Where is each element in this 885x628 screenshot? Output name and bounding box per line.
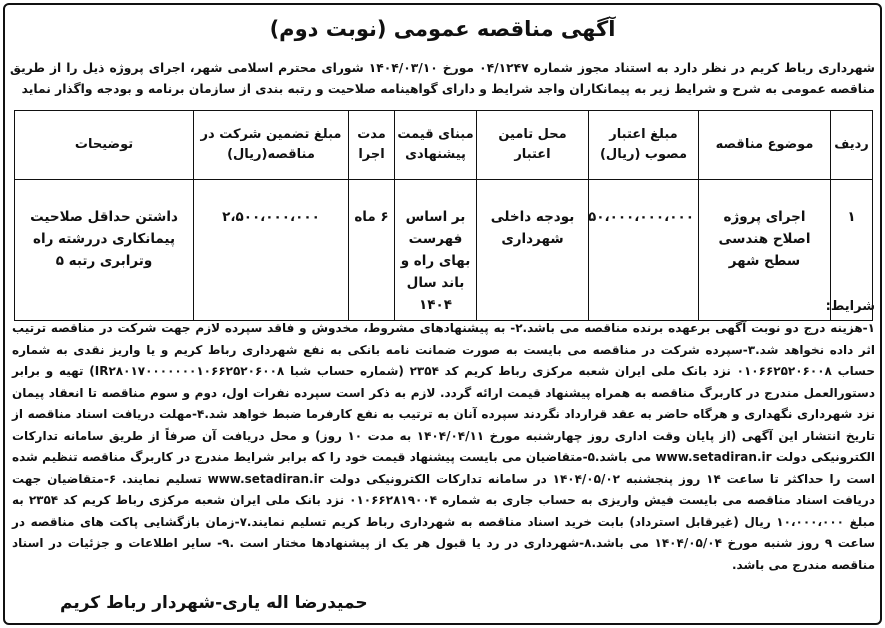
table-header-row	[15, 111, 873, 180]
conditions-text: ۱-هزینه درج دو نوبت آگهی برعهده برنده مناقصه می باشد.۲- به پیشنهادهای مشروط، مخدوش و فاقد سپرده لازم جهت شرکت در مناقصه ترتیب اثر داده نخواهد شد.۳-سپرده شرکت در مناقصه می بایست به صورت ضمانت نامه بانکی به نفع شهرداری رباط کریم و یا واریز نقدی به شماره حساب ۰۱۰۶۶۲۵۲۰۶۰۰۸ نزد بانک ملی ایران شعبه مرکزی رباط کریم کد ۲۳۵۴ (شماره حساب شبا IR۲۸۰۱۷۰۰۰۰۰۰۰۱۰۶۶۲۵۲۰۶۰۰۸) تهیه و برابر دستورالعمل مندرج در کاربرگ مناقصه به همراه پیشنهاد قیمت ارائه گردد. لازم به ذکر است سپرده نفرات اول، دوم و سوم مناقصه تا انعقاد پیمان نزد شهرداری نگهداری و هرگاه حاضر به عقد قرارداد نگردند سپرده آنان به ترتیب به نفع کارفرما ضبط خواهد شد.۴-مهلت دریافت اسناد مناقصه از تاریخ انتشار این آگهی (از پایان وقت اداری روز چهارشنبه مورخ ۱۴۰۴/۰۴/۱۱ به مدت ۱۰ روز) و محل دریافت آن صرفاً از طریق سامانه تدارکات الکترونیکی دولت www.setadiran.ir می باشد.۵-متقاضیان می بایست پیشنهاد قیمت خود را که برابر شرایط مندرج در کاربرگ مناقصه تنظیم شده است را حداکثر تا ساعت ۱۴ روز پنجشنبه ۱۴۰۴/۰۵/۰۲ در سامانه تدارکات الکترونیکی دولت www.setadiran.ir تسلیم نمایند. ۶-متقاضیان جهت دریافت اسناد مناقصه می بایست فیش واریزی به حساب جاری به شماره ۰۱۰۶۶۲۸۱۹۰۰۴ نزد بانک ملی ایران شعبه مرکزی رباط کریم کد ۲۳۵۴ به مبلغ ۱۰،۰۰۰،۰۰۰ ریال (غیرقابل استرداد) بابت خرید اسناد مناقصه به شهرداری رباط کریم تسلیم نمایند.۷-زمان بازگشایی پاکت های مناقصه در ساعت ۹ روز شنبه مورخ ۱۴۰۴/۰۵/۰۴ می باشد.۸-شهرداری در رد یا قبول هر یک از پیشنهادها مختار است .۹- سایر اطلاعات و جزئیات در اسناد مناقصه مندرج می باشد.	[12, 321, 876, 572]
notice-title: آگهی مناقصه عمومی (نوبت دوم)	[269, 17, 616, 41]
header-funding-source: محل تامین اعتبار	[477, 111, 589, 180]
header-price-basis: مبنای قیمت پیشنهادی	[395, 111, 477, 180]
cell-notes: داشتن حداقل صلاحیت پیمانکاری دررشته راه وترابری رتبه ۵	[15, 180, 194, 321]
header-approved-credit: مبلغ اعتبار مصوب (ریال)	[589, 111, 699, 180]
conditions-heading: شرایط:	[825, 299, 875, 314]
header-notes: توضیحات	[15, 111, 194, 180]
header-row-number: ردیف	[831, 111, 873, 180]
notice-intro: شهرداری رباط کریم در نظر دارد به استناد مجوز شماره ۰۴/۱۲۴۷ مورخ ۱۴۰۴/۰۳/۱۰ شورای محترم اسلامی شهر، اجرای پروژه ذیل را از طریق مناقصه عمومی به شرح و شرایط زیر به پیمانکاران واجد شرایط و دارای گواهینامه صلاحیت و رتبه بندی از سازمان برنامه و بودجه واگذار نماید	[10, 61, 876, 96]
tender-table	[14, 110, 873, 321]
cell-guarantee: ۲،۵۰۰،۰۰۰،۰۰۰	[194, 180, 349, 321]
cell-approved-credit: ۵۰،۰۰۰،۰۰۰،۰۰۰	[589, 180, 699, 321]
header-subject: موضوع مناقصه	[699, 111, 831, 180]
cell-row-number: ۱	[831, 180, 873, 321]
header-guarantee: مبلغ تضمین شرکت در مناقصه(ریال)	[194, 111, 349, 180]
header-duration: مدت اجرا	[349, 111, 395, 180]
cell-duration: ۶ ماه	[349, 180, 395, 321]
mayor-signature: حمیدرضا اله یاری-شهردار رباط کریم	[60, 593, 368, 613]
table-row	[15, 180, 873, 321]
cell-funding-source: بودجه داخلی شهرداری	[477, 180, 589, 321]
cell-subject: اجرای پروژه اصلاح هندسی سطح شهر	[699, 180, 831, 321]
cell-price-basis: بر اساس فهرست بهای راه و باند سال ۱۴۰۴	[395, 180, 477, 321]
